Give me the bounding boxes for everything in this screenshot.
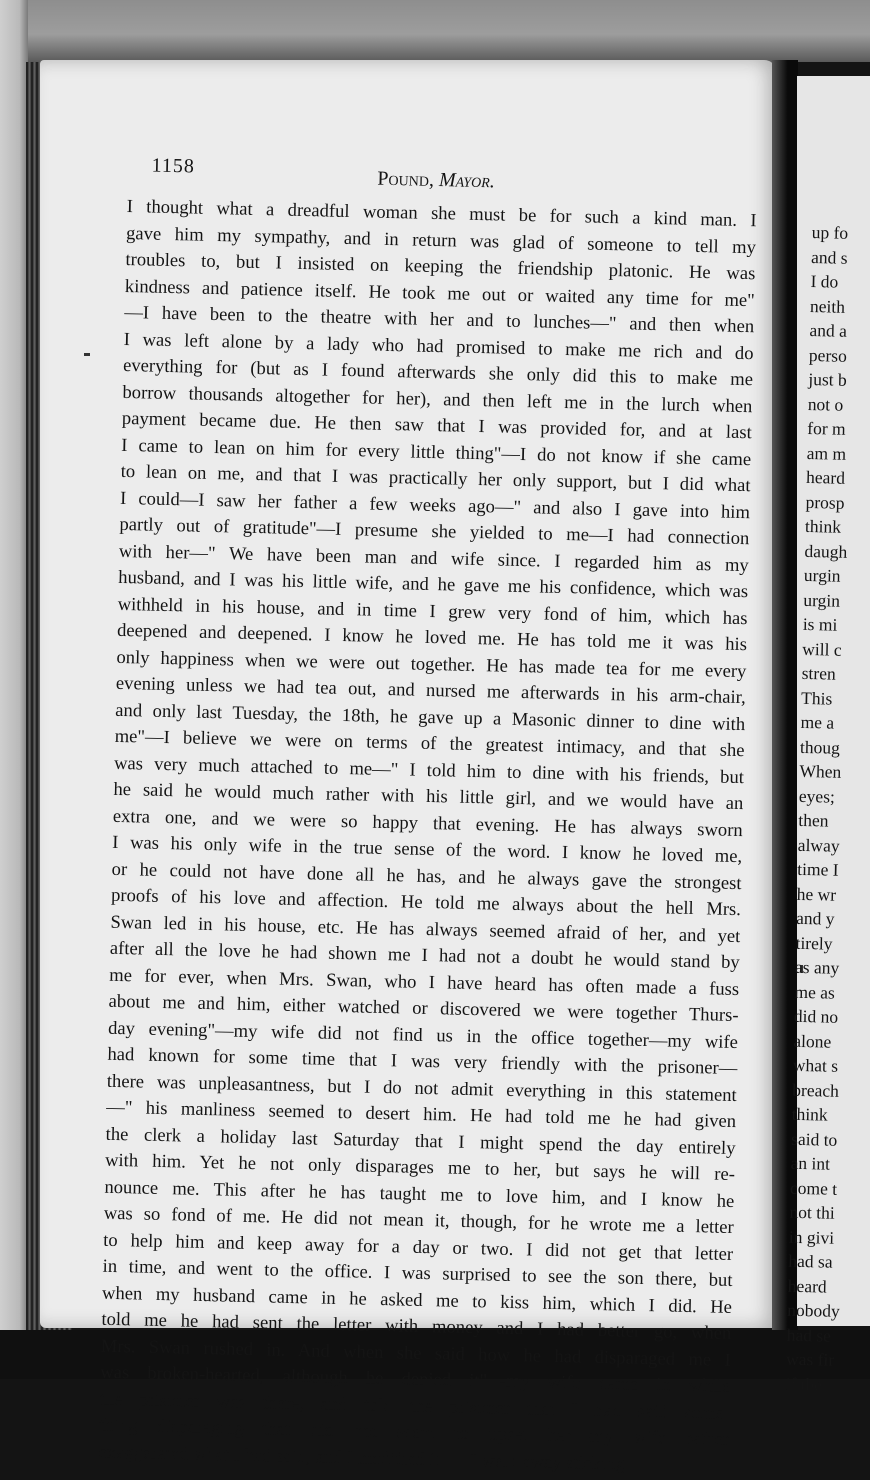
- right-page-line-fragment: and y: [795, 907, 835, 929]
- text-line: to help him and keep away for a day or two. I did not get that letter: [103, 1229, 734, 1265]
- text-line: when my husband came in he asked me to kiss him, which I did. He: [101, 1282, 733, 1318]
- right-page-line-fragment: alone: [793, 1030, 832, 1052]
- running-title-name: Pound,: [377, 167, 435, 191]
- right-page-line-fragment: think: [791, 1103, 828, 1125]
- text-line: evening unless we had tea out, and nursed me afterwards in his arm-chair,: [115, 672, 746, 709]
- right-page-line-fragment: think: [804, 515, 842, 537]
- text-line: thing disparaging—that did not seem to upset her—my wife rather: [98, 1414, 730, 1450]
- right-page-line-fragment: This: [800, 687, 833, 709]
- text-line: he said he would much rather with his little girl, and we would have an: [113, 778, 744, 815]
- body-text: [98, 194, 757, 1480]
- text-line: withheld in his house, and in time I grew very fond of him, which has: [117, 593, 748, 629]
- right-page-line-fragment: said to: [790, 1128, 838, 1150]
- text-line: was very much attached to me—" I told him to dine with his friends, but: [113, 752, 745, 788]
- text-line: —" his manliness seemed to desert him. He had told me he had given: [106, 1096, 737, 1133]
- right-page-line-fragment: time I: [797, 858, 839, 880]
- text-line: exaggerated what I had said, and I modified it—" I went away sticking: [98, 1441, 626, 1475]
- text-line: extra one, and we were so happy that evening. He has always sworn: [112, 805, 743, 841]
- text-line: Mrs. Swan rushed in. And when she said how he had disparaged me I: [100, 1335, 731, 1371]
- right-page-line-fragment: heard: [787, 1275, 827, 1297]
- text-line: only happiness when we were out together. He has made tea for me every: [116, 646, 747, 682]
- left-page-content: [98, 150, 758, 1480]
- right-page-line-fragment: not o: [807, 393, 844, 415]
- right-page-line-fragment: just b: [808, 368, 848, 390]
- text-line: after all the love he had shown me I had not a doubt he would stand by: [109, 937, 740, 974]
- scan-left-border: [0, 0, 28, 1379]
- right-page-line-fragment: and a: [809, 319, 848, 341]
- text-line: with him. Yet he not only disparages me to her, but says he will re-: [104, 1149, 736, 1186]
- margin-mark: [84, 353, 90, 356]
- text-line: husband, and I was his little wife, and he gave me his confidence, which was: [118, 566, 749, 603]
- text-line: deepened and deepened. I know he loved me. He has told me it was his: [116, 619, 748, 656]
- right-page-line-fragment: did no: [793, 1005, 839, 1027]
- text-line: I could—I saw her father a few weeks ago—" and also I gave into him: [119, 487, 751, 523]
- right-page-line-fragment: am m: [806, 442, 847, 464]
- right-page-line-fragment: not thi: [789, 1201, 835, 1223]
- text-line: told me he had sent the letter with money and I had better go, when: [101, 1308, 732, 1344]
- right-page-line-fragment: urgin: [803, 564, 841, 586]
- text-line: gave him my sympathy, and in return was glad of someone to tell my: [125, 222, 757, 258]
- right-page-line-fragment: he wr: [796, 883, 837, 905]
- text-line: —I have been to the theatre with her and to lunches—" and then when: [124, 301, 755, 338]
- text-line: about me and him, either watched or discovered we were together Thurs-: [108, 990, 739, 1027]
- text-line: or he could not have done all he has, and he always gave the strongest: [111, 858, 742, 894]
- text-line: me for ever, when Mrs. Swan, who I have heard has often made a fuss: [109, 964, 740, 1000]
- scan-top-border: [0, 0, 870, 62]
- text-line: I was his only wife in the true sense of the word. I know he loved me,: [112, 831, 743, 868]
- right-page-line-fragment: neith: [809, 295, 846, 317]
- right-page-line-fragment: breach: [792, 1079, 840, 1101]
- right-page-line-fragment: up fo: [811, 221, 849, 243]
- text-line: was so fond of me. He did not mean it, though, for he wrote me a letter: [103, 1202, 734, 1239]
- right-page-line-fragment: as any: [794, 956, 840, 978]
- right-page-line-fragment: had se: [786, 1324, 832, 1346]
- right-page-line-fragment: is mi: [802, 613, 838, 635]
- text-line: I came to lean on him for every little thing"—I do not know if she came: [121, 434, 752, 470]
- right-page-line-fragment: perso: [808, 344, 848, 366]
- right-page-line-fragment: if the: [785, 1373, 823, 1395]
- running-title-role: Mayor.: [438, 169, 496, 193]
- text-line: kindness and patience itself. He took me out or waited any time for me": [124, 275, 755, 311]
- right-page-line-fragment: and s: [810, 246, 848, 268]
- right-page-line-fragment: heard: [805, 466, 846, 488]
- running-title: [377, 168, 495, 194]
- right-page-line-fragment: in givi: [788, 1226, 835, 1248]
- right-page-line-fragment: alway: [797, 834, 840, 856]
- text-line: in time, and went to the office. I was surprised to see the son there, but: [102, 1255, 733, 1292]
- text-line: Swan led in his house, etc. He has always seemed afraid of her, and yet: [110, 911, 741, 947]
- text-line: the clerk a holiday last Saturday that I might spend the day entirely: [105, 1123, 736, 1159]
- right-page-line-fragment: me as: [794, 981, 836, 1003]
- text-line: to lean on me, and that I was practically her only support, but I did what: [120, 460, 751, 497]
- right-page-line-fragment: what s: [792, 1054, 839, 1076]
- right-page-line-fragment: had sa: [788, 1250, 833, 1272]
- text-line: everything for (but as I found afterwards she only did this to make me: [122, 354, 754, 391]
- text-line: partly out of gratitude"—I presume she yielded to me—I had connection: [119, 513, 750, 550]
- text-line: borrow thousands altogether for her), and then left me in the lurch when: [122, 381, 753, 417]
- text-line: I was left alone by a lady who had promised to make me rich and do: [123, 328, 754, 364]
- text-line: and only last Tuesday, the 18th, he gave up a Masonic dinner to dine with: [115, 699, 746, 735]
- right-page-line-fragment: will c: [802, 638, 842, 660]
- right-page-line-fragment: an int: [790, 1152, 831, 1174]
- text-line: nounce me. This after he has taught me to love him, and I know he: [104, 1176, 735, 1212]
- right-page-line-fragment: thoug: [799, 736, 841, 758]
- right-page-line-fragment: When: [799, 760, 842, 782]
- text-line: I thought what a dreadful woman she must be for such a kind man. I: [126, 195, 757, 232]
- right-page-line-fragment: was fir: [785, 1348, 835, 1370]
- right-page-line-fragment: stren: [801, 662, 836, 684]
- right-page-line-fragment: for m: [807, 417, 846, 439]
- right-page-line-fragment: I do: [810, 270, 839, 292]
- page-number: 1158: [151, 154, 196, 178]
- right-page-line-fragment: then: [798, 809, 829, 831]
- right-page-line-fragment: come t: [789, 1177, 838, 1199]
- right-page-line-fragment: nobody: [787, 1299, 840, 1321]
- text-line: was broken-hearted, although he denied it"—my wife came in while: [100, 1361, 731, 1397]
- text-line: payment became due. He then saw that I was provided for, and at last: [121, 407, 752, 444]
- text-line: troubles to, but I insisted on keeping the friendship platonic. He was: [125, 248, 756, 285]
- right-page-line-fragment: prosp: [805, 491, 845, 513]
- text-line: proofs of his love and affection. He told me always about the hell Mrs.: [110, 884, 742, 921]
- right-page-line-fragment: me a: [800, 711, 835, 733]
- text-line: the prisoner was there, and told the prisoner that I had said some-: [99, 1388, 730, 1424]
- text-line: there was unpleasantness, but I do not admit everything in this statement: [106, 1070, 737, 1106]
- right-page-line-fragment: urgin: [803, 589, 841, 611]
- right-page-line-fragment: daugh: [804, 540, 848, 562]
- right-page-line-fragment: tirely: [795, 932, 833, 954]
- text-line: had known for some time that I was very friendly with the prisoner—: [107, 1043, 738, 1080]
- text-line: me"—I believe we were on terms of the greatest intimacy, and that she: [114, 725, 745, 762]
- text-line: with her—" We have been man and wife since. I regarded him as my: [118, 540, 749, 576]
- text-line: day evening"—my wife did not find us in the office together—my wife: [107, 1017, 739, 1053]
- right-page-line-fragment: eyes;: [798, 785, 836, 807]
